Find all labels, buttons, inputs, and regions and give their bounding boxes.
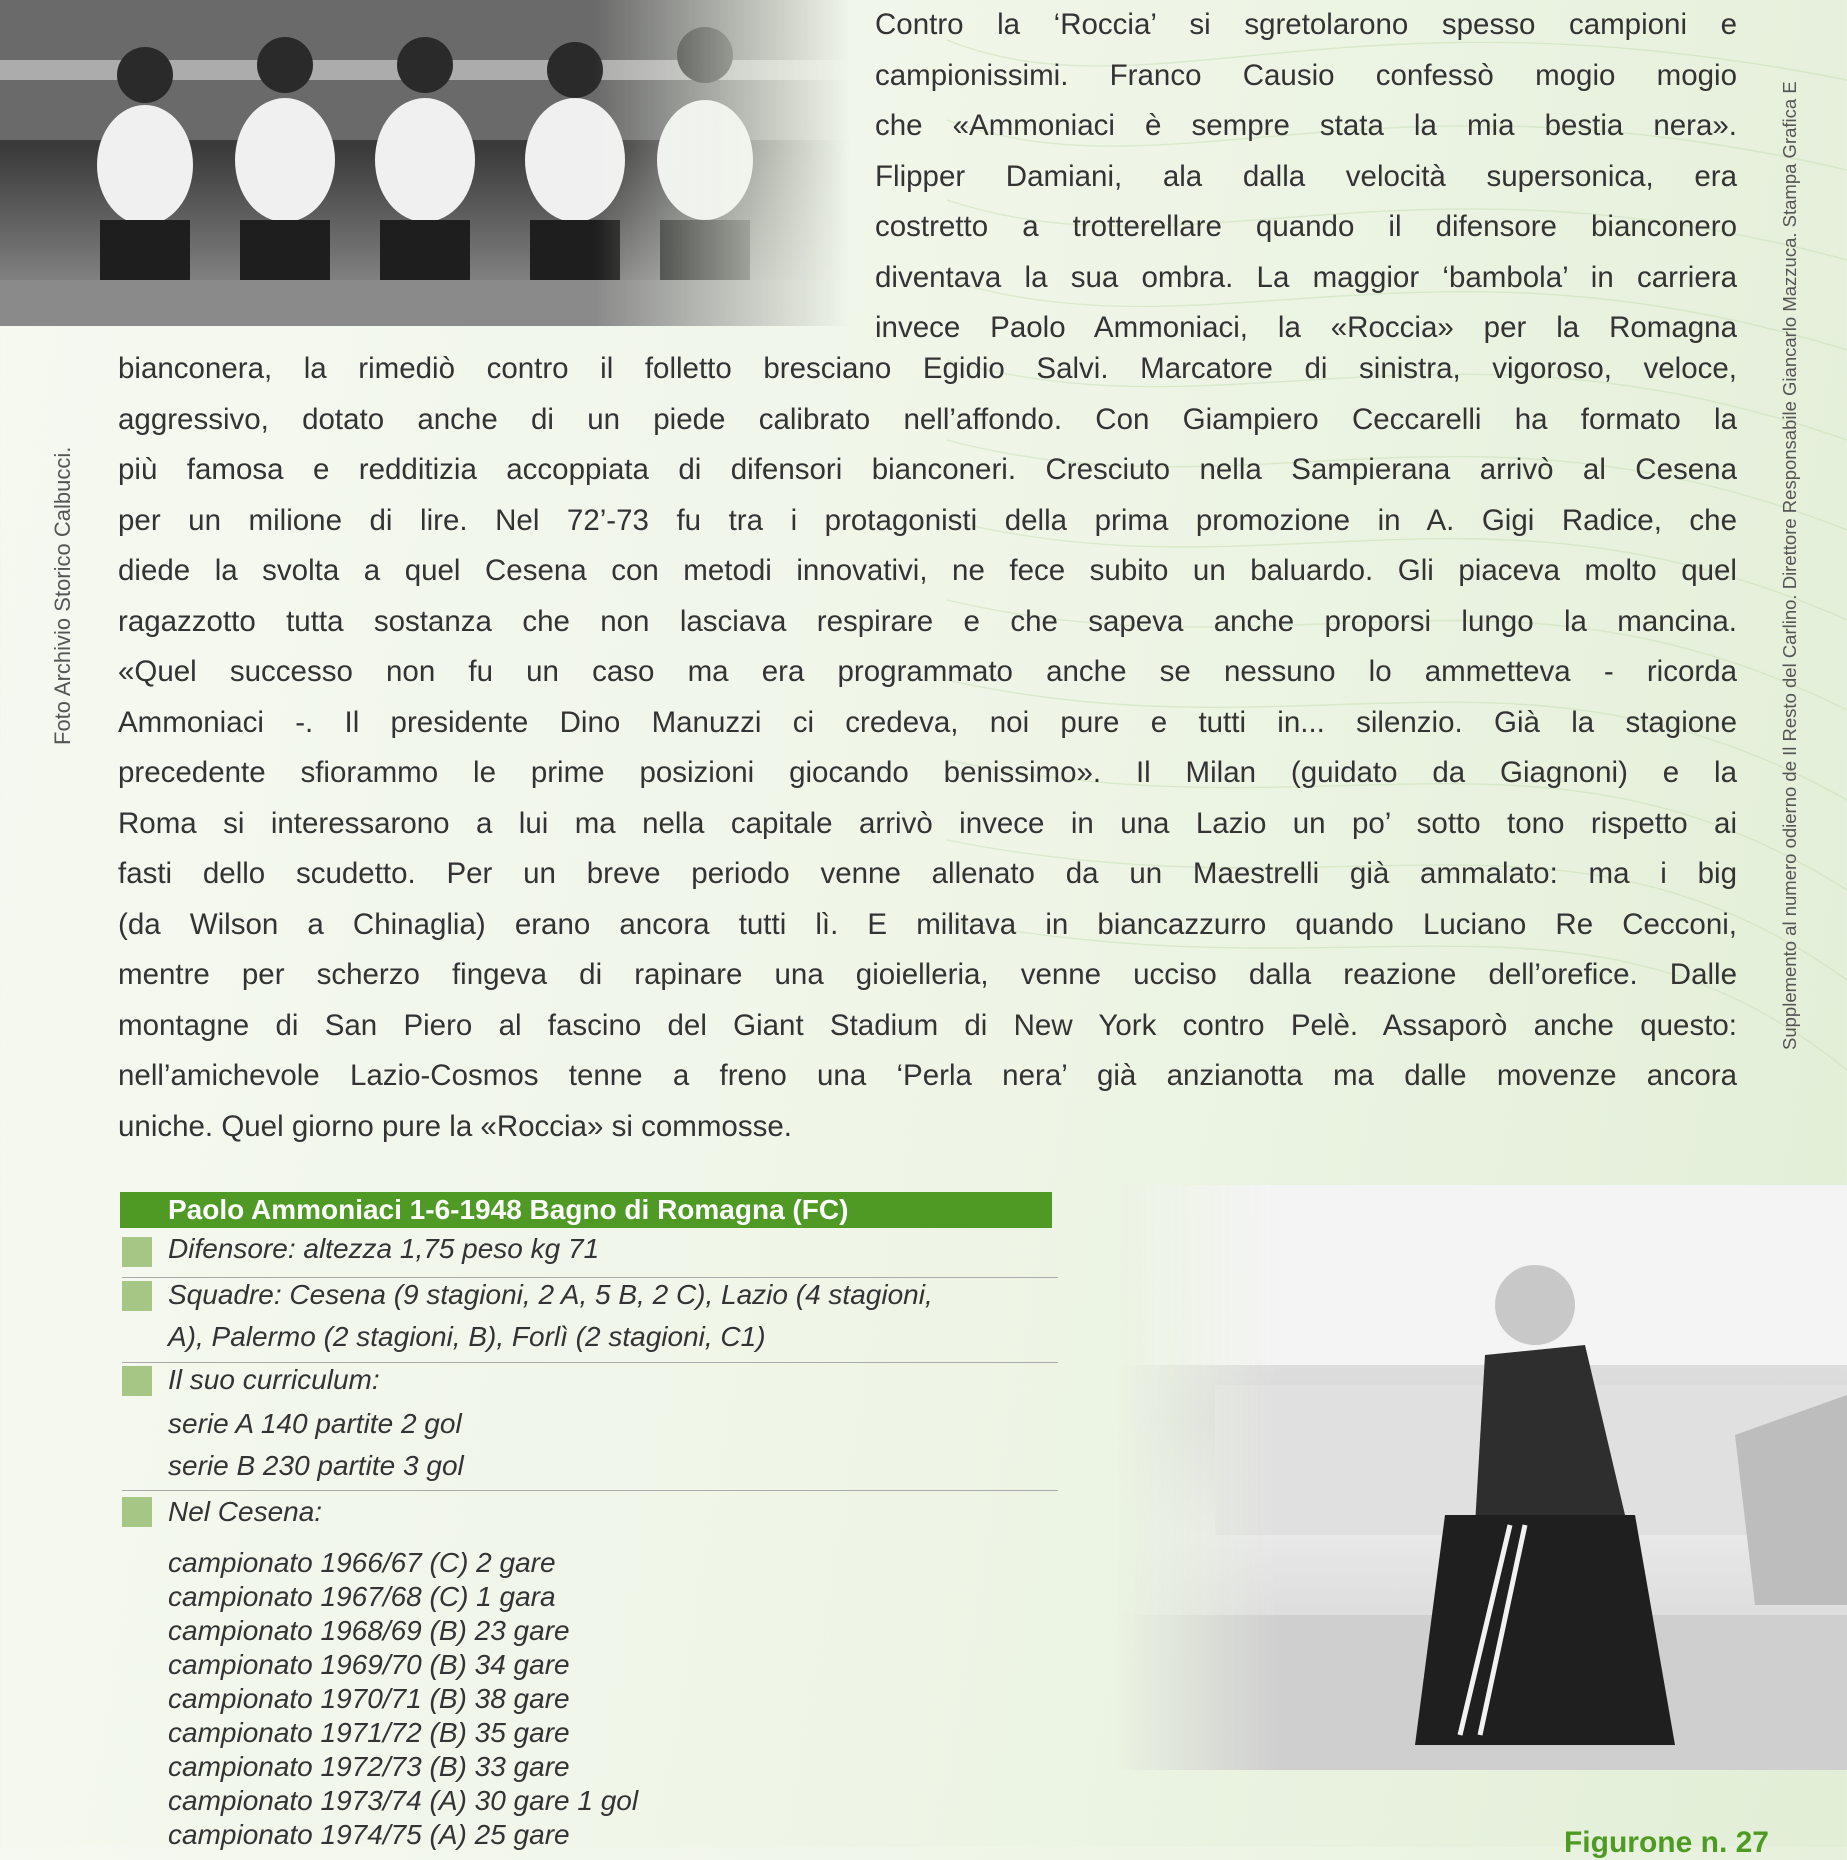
profile-teams: Squadre: Cesena (9 stagioni, 2 A, 5 B, 2 C), Lazio (4 stagioni, (168, 1279, 933, 1310)
supplement-note: Supplemento al numero odierno de Il Resto del Carlino. Direttore Responsabile Giancarlo Mazzuca. Stampa Grafica E (1779, 81, 1800, 1050)
divider (122, 1362, 1058, 1363)
article-line: fasti dello scudetto. Per un breve periodo venne allenato da un Maestrelli già ammalato: ma i big (118, 857, 1737, 890)
article-text-main (118, 344, 1737, 1152)
article-line: mentre per scherzo fingeva di rapinare una gioielleria, venne ucciso dalla reazione dell’orefice. Dalle (118, 958, 1737, 991)
coach-photo (1115, 1185, 1847, 1770)
article-line: precedente sfiorammo le prime posizioni giocando benissimo». Il Milan (guidato da Giagnoni) e la (118, 756, 1737, 789)
article-line: bianconera, la rimediò contro il folletto bresciano Egidio Salvi. Marcatore di sinistra, vigoroso, veloce, (118, 352, 1737, 385)
divider (122, 1277, 1058, 1278)
bullet-square (122, 1237, 152, 1267)
article-line: campionissimi. Franco Causio confessò mogio mogio (875, 58, 1737, 92)
figurone-label: Figurone n. 27 (1563, 1826, 1769, 1859)
article-line: diede la svolta a quel Cesena con metodi innovativi, ne fece subito un baluardo. Gli piaceva molto quel (118, 554, 1737, 587)
curriculum-serie-a: serie A 140 partite 2 gol (168, 1408, 462, 1439)
season-row: campionato 1968/69 (B) 23 gare (168, 1615, 570, 1646)
article-line: diventava la sua ombra. La maggior ‘bambola’ in carriera (875, 260, 1737, 294)
season-row: campionato 1972/73 (B) 33 gare (168, 1751, 570, 1782)
article-line: uniche. Quel giorno pure la «Roccia» si commosse. (118, 1109, 792, 1143)
season-row: campionato 1967/68 (C) 1 gara (168, 1581, 556, 1612)
article-line: aggressivo, dotato anche di un piede calibrato nell’affondo. Con Giampiero Ceccarelli ha formato la (118, 402, 1737, 436)
article-line: Roma si interessarono a lui ma nella capitale arrivò invece in una Lazio un po’ sotto tono rispetto ai (118, 806, 1737, 840)
article-line: invece Paolo Ammoniaci, la «Roccia» per la Romagna (875, 311, 1737, 344)
curriculum-title: Il suo curriculum: (168, 1364, 380, 1395)
article-line: costretto a trotterellare quando il difensore bianconero (875, 210, 1737, 243)
profile-role: Difensore: altezza 1,75 peso kg 71 (168, 1233, 600, 1264)
team-photo (0, 0, 850, 326)
season-row: campionato 1970/71 (B) 38 gare (168, 1683, 570, 1714)
article-line: Flipper Damiani, ala dalla velocità supersonica, era (875, 159, 1737, 193)
season-row: campionato 1974/75 (A) 25 gare (168, 1819, 570, 1850)
profile-teams: A), Palermo (2 stagioni, B), Forlì (2 stagioni, C1) (168, 1321, 766, 1352)
article-line: per un milione di lire. Nel 72’-73 fu tra i protagonisti della prima promozione in A. Gigi Radice, che (118, 503, 1737, 537)
profile-header: Paolo Ammoniaci 1-6-1948 Bagno di Romagna (FC) (120, 1192, 1052, 1228)
article-line: montagne di San Piero al fascino del Giant Stadium di New York contro Pelè. Assaporò anche questo: (118, 1008, 1737, 1042)
photo-credit: Foto Archivio Storico Calbucci. (50, 446, 75, 745)
article-line: nell’amichevole Lazio-Cosmos tenne a freno una ‘Perla nera’ già anzianotta ma dalle movenze ancora (118, 1059, 1737, 1092)
article-line: che «Ammoniaci è sempre stata la mia bestia nera». (875, 109, 1737, 142)
article-line: ragazzotto tutta sostanza che non lasciava respirare e che sapeva anche proporsi lungo la mancina. (118, 604, 1737, 638)
cesena-title: Nel Cesena: (168, 1496, 323, 1527)
article-line: (da Wilson a Chinaglia) erano ancora tutti lì. E militava in biancazzurro quando Luciano Re Cecconi, (118, 907, 1737, 941)
bullet-square (122, 1497, 152, 1527)
season-row: campionato 1969/70 (B) 34 gare (168, 1649, 570, 1680)
article-line: Contro la ‘Roccia’ si sgretolarono spesso campioni e (875, 8, 1737, 41)
season-row: campionato 1971/72 (B) 35 gare (168, 1717, 570, 1748)
curriculum-serie-b: serie B 230 partite 3 gol (168, 1450, 464, 1481)
bullet-square (122, 1366, 152, 1396)
season-list (168, 1546, 638, 1852)
season-row: campionato 1973/74 (A) 30 gare 1 gol (168, 1785, 639, 1816)
bullet-square (122, 1281, 152, 1311)
divider (122, 1490, 1058, 1491)
article-line: Ammoniaci -. Il presidente Dino Manuzzi ci credeva, noi pure e tutti in... silenzio. Già la stagione (118, 705, 1737, 739)
article-line: più famosa e redditizia accoppiata di difensori bianconeri. Cresciuto nella Sampierana arrivò al Cesena (118, 453, 1737, 486)
article-line: «Quel successo non fu un caso ma era programmato anche se nessuno lo ammetteva - ricorda (118, 655, 1737, 688)
article-text-top (875, 0, 1737, 354)
season-row: campionato 1966/67 (C) 2 gare (168, 1547, 556, 1578)
